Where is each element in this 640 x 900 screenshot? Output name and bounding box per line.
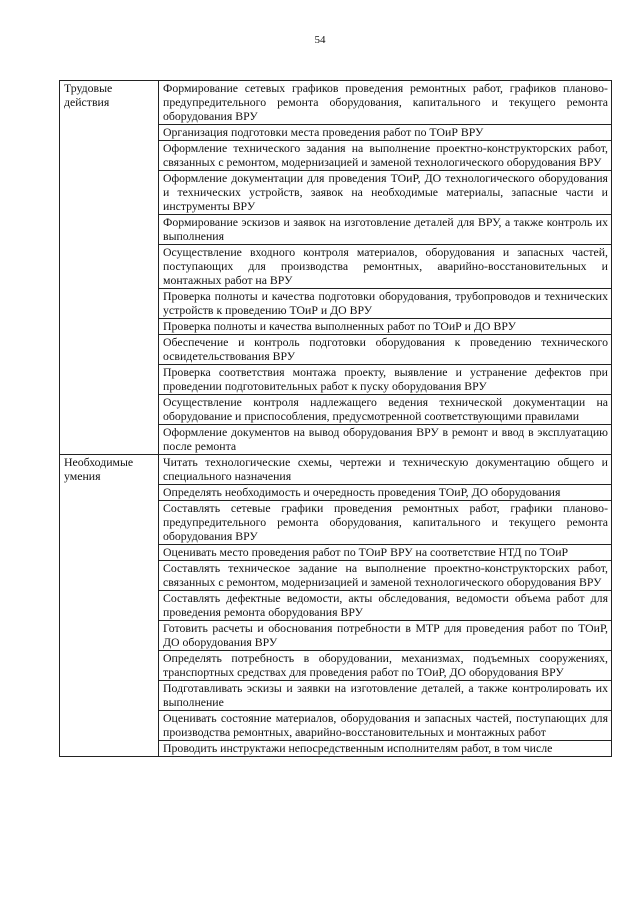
item-description: Осуществление контроля надлежащего ведения технической документации на оборудование и приспособления, предусмотренной соответствующими правилами	[159, 395, 612, 425]
item-description: Формирование эскизов и заявок на изготовление деталей для ВРУ, а также контроль их выполнения	[159, 215, 612, 245]
item-description: Составлять техническое задание на выполнение проектно-конструкторских работ, связанных с ремонтом, модернизацией и заменой технологического оборудования ВРУ	[159, 561, 612, 591]
item-description: Проверка полноты и качества подготовки оборудования, трубопроводов и технических устройств к проведению ТОиР и ДО ВРУ	[159, 289, 612, 319]
table-row	[60, 81, 612, 125]
item-description: Оформление документации для проведения ТОиР, ДО технологического оборудования и технических устройств, заявок на необходимые материалы, запасные части и инструменты ВРУ	[159, 171, 612, 215]
item-description: Готовить расчеты и обоснования потребности в МТР для проведения работ по ТОиР, ДО оборудования ВРУ	[159, 621, 612, 651]
item-description: Оформление технического задания на выполнение проектно-конструкторских работ, связанных с ремонтом, модернизацией и заменой технологического оборудования ВРУ	[159, 141, 612, 171]
competency-table-body	[60, 81, 612, 757]
item-description: Определять потребность в оборудовании, механизмах, подъемных сооружениях, транспортных средствах для проведения работ по ТОиР, ДО оборудования ВРУ	[159, 651, 612, 681]
table-row	[60, 455, 612, 485]
item-description: Составлять сетевые графики проведения ремонтных работ, графики планово-предупредительного ремонта оборудования, капитального и текущего ремонта оборудования ВРУ	[159, 501, 612, 545]
item-description: Проверка соответствия монтажа проекту, выявление и устранение дефектов при проведении подготовительных работ к пуску оборудования ВРУ	[159, 365, 612, 395]
item-description: Составлять дефектные ведомости, акты обследования, ведомости объема работ для проведения ремонта оборудования ВРУ	[159, 591, 612, 621]
item-description: Оценивать состояние материалов, оборудования и запасных частей, поступающих для производства ремонтных, аварийно-восстановительных и монтажных работ	[159, 711, 612, 741]
section-label: Трудовые действия	[60, 81, 159, 455]
section-label: Необходимые умения	[60, 455, 159, 757]
item-description: Оформление документов на вывод оборудования ВРУ в ремонт и ввод в эксплуатацию после ремонта	[159, 425, 612, 455]
item-description: Оценивать место проведения работ по ТОиР ВРУ на соответствие НТД по ТОиР	[159, 545, 612, 561]
item-description: Организация подготовки места проведения работ по ТОиР ВРУ	[159, 125, 612, 141]
item-description: Проверка полноты и качества выполненных работ по ТОиР и ДО ВРУ	[159, 319, 612, 335]
item-description: Проводить инструктажи непосредственным исполнителям работ, в том числе	[159, 741, 612, 757]
item-description: Формирование сетевых графиков проведения ремонтных работ, графиков планово-предупредительного ремонта оборудования, капитального и текущего ремонта оборудования ВРУ	[159, 81, 612, 125]
item-description: Обеспечение и контроль подготовки оборудования к проведению технического освидетельствования ВРУ	[159, 335, 612, 365]
item-description: Читать технологические схемы, чертежи и техническую документацию общего и специального назначения	[159, 455, 612, 485]
item-description: Подготавливать эскизы и заявки на изготовление деталей, а также контролировать их выполнение	[159, 681, 612, 711]
competency-table	[59, 80, 612, 757]
item-description: Определять необходимость и очередность проведения ТОиР, ДО оборудования	[159, 485, 612, 501]
item-description: Осуществление входного контроля материалов, оборудования и запасных частей, поступающих для производства ремонтных, аварийно-восстановительных и монтажных работ на ВРУ	[159, 245, 612, 289]
page-number: 54	[314, 34, 326, 46]
